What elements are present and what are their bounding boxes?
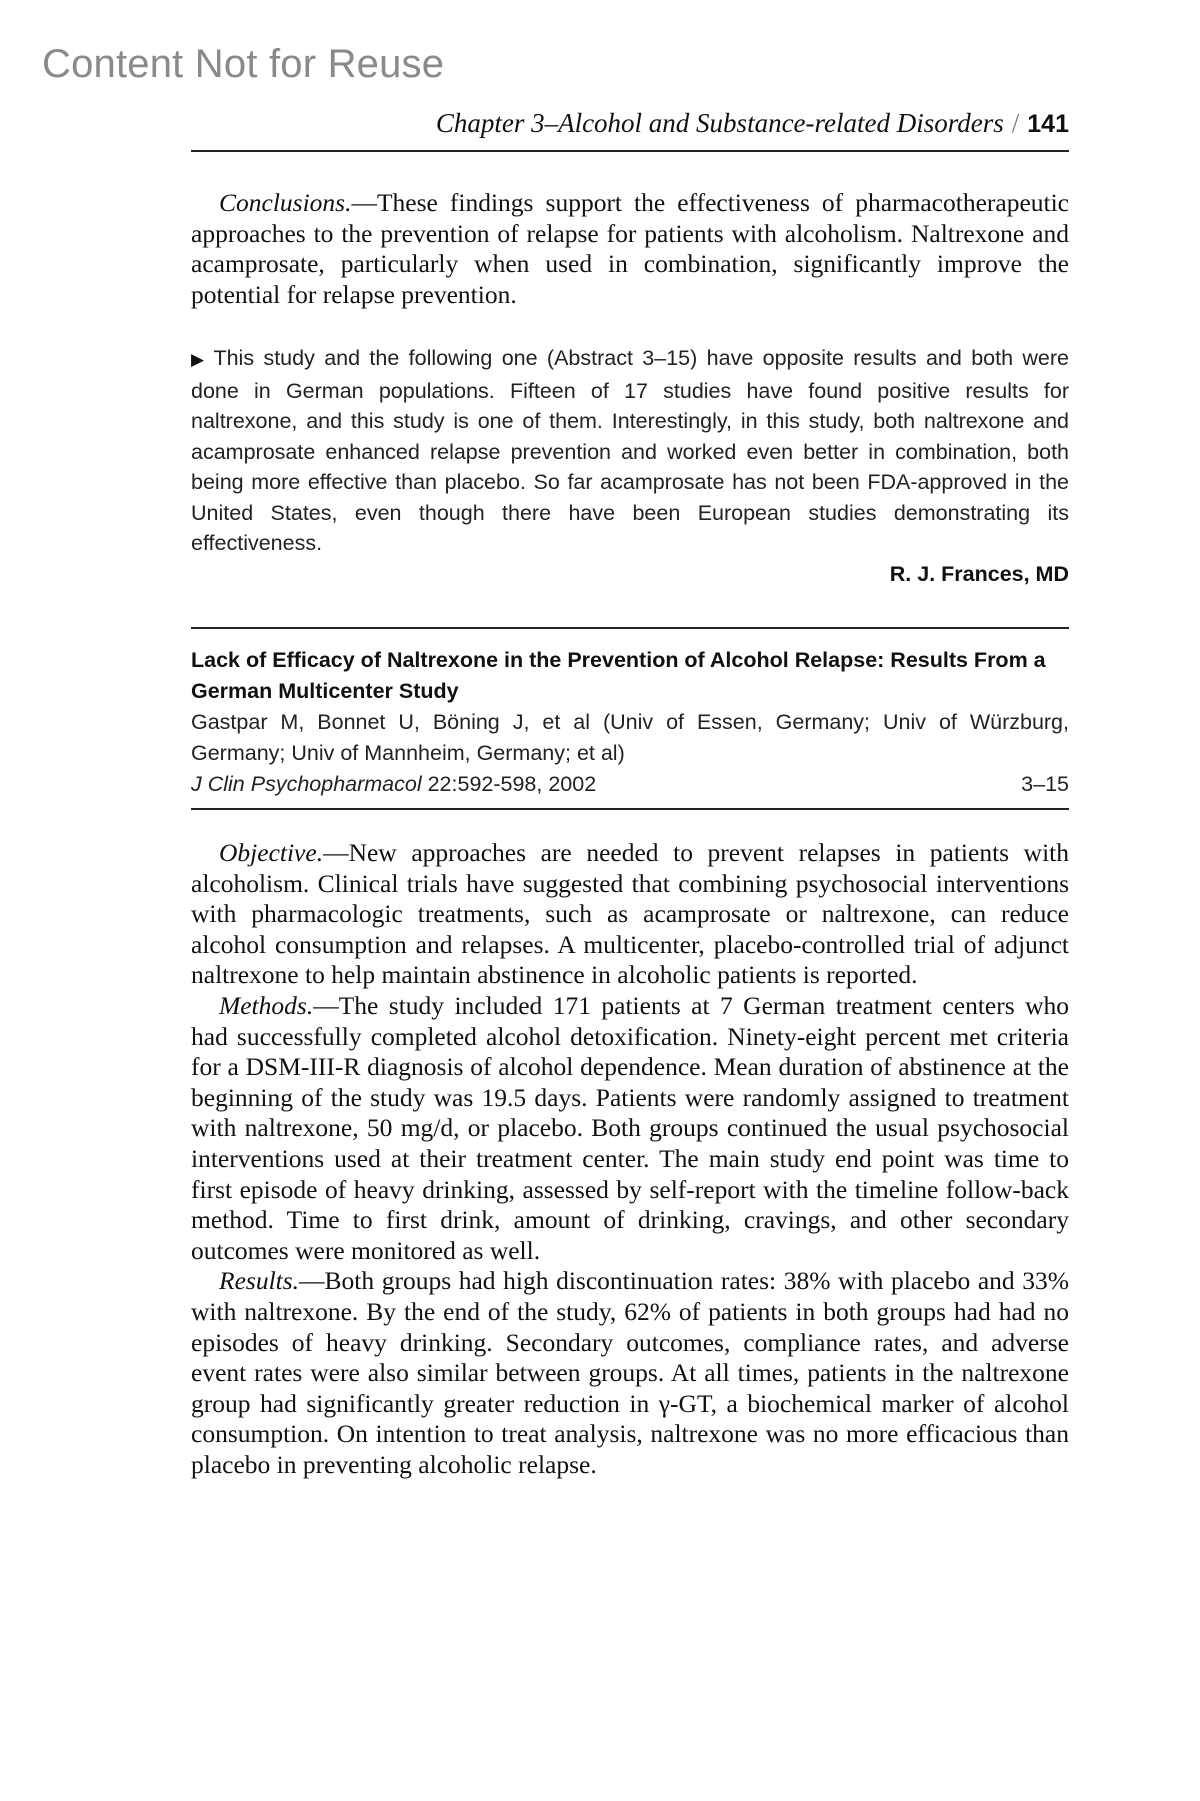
conclusions-paragraph (191, 188, 1069, 310)
abstract-top-rule (191, 627, 1069, 629)
conclusions-text: —These findings support the effectiveness of pharmacotherapeutic approaches to the prevention of relapse for patients with alcoholism. Naltrexone and acamprosate, particularly when used in combination, significantly improve the potential for relapse prevention. (191, 188, 1069, 309)
methods-paragraph (191, 991, 1069, 1266)
page-number: 141 (1027, 110, 1069, 138)
running-head-separator: / (1011, 108, 1020, 138)
commentary-signature: R. J. Frances, MD (889, 561, 1069, 586)
abstract-authors: Gastpar M, Bonnet U, Böning J, et al (Univ of Essen, Germany; Univ of Würzburg, Germany; Univ of Mannheim, Germany; et al) (191, 710, 1069, 765)
chapter-title: Chapter 3–Alcohol and Substance-related Disorders (435, 108, 1004, 138)
commentary-arrow-icon: ▶ (191, 350, 208, 369)
watermark: Content Not for Reuse (42, 42, 445, 86)
running-head (191, 108, 1069, 139)
abstract-body (191, 838, 1069, 1480)
objective-label: Objective. (219, 838, 324, 867)
methods-text: —The study included 171 patients at 7 German treatment centers who had successfully completed alcohol detoxification. Ninety-eight percent met criteria for a DSM-III-R diagnosis of alcohol dependence. Mean duration of abstinence at the beginning of the study was 19.5 days. Patients were randomly assigned to treatment with naltrexone, 50 mg/d, or placebo. Both groups continued the usual psychosocial interventions used at their treatment center. The main study end point was time to first episode of heavy drinking, assessed by self-report with the timeline follow-back method. Time to first drink, amount of drinking, cravings, and other secondary outcomes were monitored as well. (191, 990, 1069, 1265)
results-label: Results. (219, 1266, 300, 1296)
results-text: —Both groups had high discontinuation rates: 38% with placebo and 33% with naltrexone. By the end of the study, 62% of patients in both groups had had no episodes of heavy drinking. Secondary outcomes, compliance rates, and adverse event rates were also similar between groups. At all times, patients in the naltrexone group had significantly greater reduction in γ-GT, a biochemical marker of alcohol consumption. On intention to treat analysis, naltrexone was no more efficacious than placebo in preventing alcoholic relapse. (191, 1266, 1069, 1479)
header-rule (191, 150, 1069, 152)
commentary-text: This study and the following one (Abstract 3–15) have opposite results and both were done in German populations. Fifteen of 17 studies have found positive results for naltrexone, and this study is one of them. Interestingly, in this study, both naltrexone and acamprosate enhanced relapse prevention and worked even better in combination, both being more effective than placebo. So far acamprosate has not been FDA-approved in the United States, even though there have been European studies demonstrating its effectiveness. (191, 346, 1069, 555)
objective-text: —New approaches are needed to prevent relapses in patients with alcoholism. Clinical trials have suggested that combining psychosocial interventions with pharmacologic treatments, such as acamprosate or naltrexone, can reduce alcohol consumption and relapses. A multicenter, placebo-controlled trial of adjunct naltrexone to help maintain abstinence in alcoholic patients is reported. (191, 838, 1069, 990)
abstract-citation-line (191, 769, 1069, 800)
abstract-header (191, 645, 1069, 800)
journal-citation: 22:592-598, 2002 (421, 772, 597, 796)
conclusions-label: Conclusions. (219, 188, 352, 217)
methods-label: Methods. (219, 990, 314, 1020)
objective-paragraph (191, 838, 1069, 991)
results-paragraph (191, 1266, 1069, 1480)
abstract-bottom-rule (191, 808, 1069, 810)
editor-commentary (191, 343, 1069, 589)
abstract-number: 3–15 (1021, 772, 1069, 796)
abstract-title: Lack of Efficacy of Naltrexone in the Prevention of Alcohol Relapse: Results From a German Multicenter Study (191, 648, 1046, 703)
journal-name: J Clin Psychopharmacol (191, 772, 422, 796)
